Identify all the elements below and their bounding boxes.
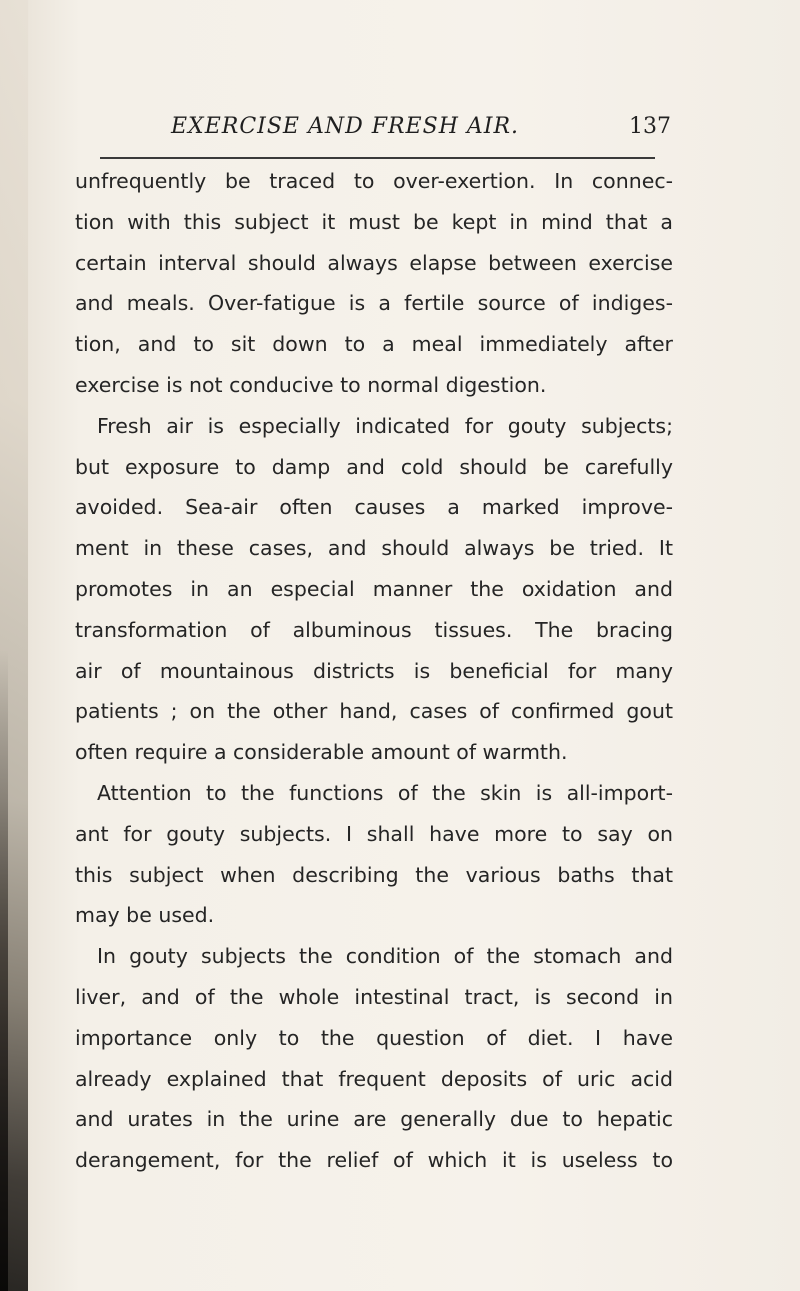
text-line: but exposure to damp and cold should be carefully (75, 454, 673, 479)
text-line: air of mountainous districts is beneficial for many (75, 658, 673, 683)
text-line: and meals. Over-fatigue is a fertile source of indiges- (75, 291, 673, 316)
text-line: tion with this subject it must be kept in mind that a (75, 209, 673, 234)
text-line: Attention to the functions of the skin is all-import- (97, 780, 673, 805)
body-text (75, 161, 673, 1181)
page-header (75, 108, 671, 148)
text-line: certain interval should always elapse between exercise (75, 250, 673, 275)
text-line: unfrequently be traced to over-exertion. In connec- (75, 169, 673, 193)
text-line: transformation of albuminous tissues. The bracing (75, 617, 673, 642)
text-line: In gouty subjects the condition of the stomach and (97, 944, 673, 969)
text-line: Fresh air is especially indicated for gouty subjects; (97, 413, 673, 438)
text-line: may be used. (75, 903, 215, 928)
text-line: often require a considerable amount of warmth. (75, 740, 568, 765)
text-line: tion, and to sit down to a meal immediately after (75, 332, 673, 357)
running-title: EXERCISE AND FRESH AIR. (170, 114, 520, 139)
spine-edge (0, 650, 8, 1291)
text-line: ment in these cases, and should always be tried. It (75, 536, 673, 561)
text-line: exercise is not conducive to normal digestion. (75, 372, 547, 397)
text-line: this subject when describing the various baths that (75, 862, 673, 887)
text-line: already explained that frequent deposits of uric acid (75, 1066, 673, 1091)
text-line: importance only to the question of diet. I have (75, 1025, 673, 1050)
text-line: patients ; on the other hand, cases of confirmed gout (75, 699, 673, 724)
header-rule (100, 157, 655, 159)
text-line: and urates in the urine are generally due to hepatic (75, 1107, 673, 1132)
text-line: ant for gouty subjects. I shall have more to say on (75, 821, 673, 846)
page-number: 137 (629, 114, 671, 139)
text-line: avoided. Sea-air often causes a marked improve- (75, 495, 673, 520)
text-line: derangement, for the relief of which it is useless to (75, 1148, 673, 1173)
text-line: promotes in an especial manner the oxidation and (75, 576, 673, 601)
text-line: liver, and of the whole intestinal tract, is second in (75, 984, 673, 1009)
